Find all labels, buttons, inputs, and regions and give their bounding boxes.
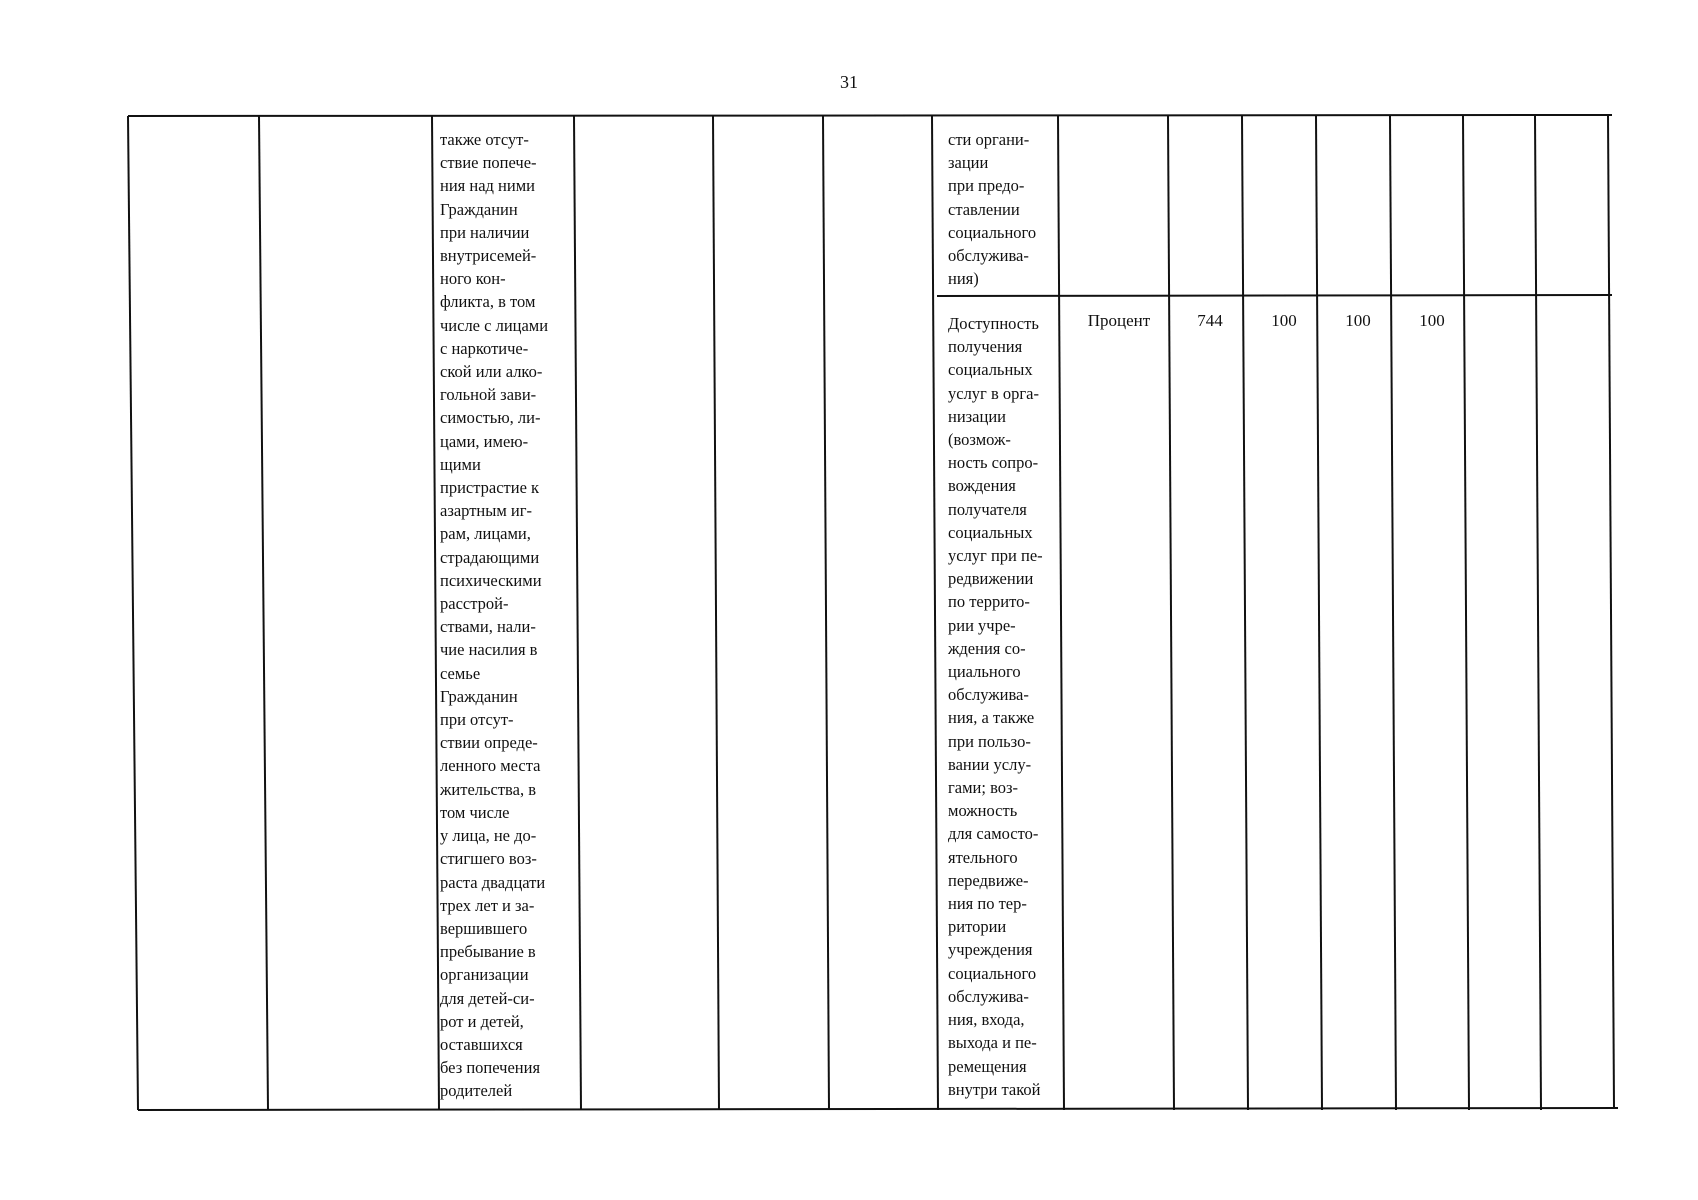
okei-code: 744 xyxy=(1197,311,1223,330)
value-year-1: 100 xyxy=(1271,311,1297,330)
indicator-text-row2: Доступность получения социальных услуг в орга- низации (возмож- ность сопро- вождения получателя социальных услуг при пе- редвижении по террито- рии учре- ждения со- циального обслужива- ния, а также при пользо- вании услу- гами; воз- можность для самосто- ятельного передвиже- ния по тер- ритории учреждения социального обслужива- ния, входа, выхода и пе- ремещения внутри такой xyxy=(948,314,1043,1099)
col-line-0 xyxy=(128,116,138,1110)
unit-of-measure: Процент xyxy=(1087,311,1151,330)
value-year-2: 100 xyxy=(1345,311,1371,330)
page-number: 31 xyxy=(840,72,858,92)
col-line-2 xyxy=(432,116,439,1110)
col-line-12 xyxy=(1463,116,1469,1110)
row-divider xyxy=(937,295,1612,296)
col-line-14 xyxy=(1608,115,1614,1108)
col-line-10 xyxy=(1316,116,1322,1110)
indicator-text-row1: сти органи- зации при предо- ставлении социального обслужива- ния) xyxy=(948,130,1037,289)
col-line-5 xyxy=(823,116,829,1110)
col-line-11 xyxy=(1390,116,1396,1110)
col-line-1 xyxy=(259,116,268,1110)
col-line-8 xyxy=(1168,116,1174,1110)
col-line-6 xyxy=(932,116,938,1110)
col-line-4 xyxy=(713,116,719,1110)
value-year-3: 100 xyxy=(1419,311,1445,330)
table-top-border xyxy=(128,115,1612,116)
col-line-13 xyxy=(1535,116,1541,1110)
col-line-9 xyxy=(1242,116,1248,1110)
beneficiary-category-text: также отсут- ствие попече- ния над ними Гражданин при наличии внутрисемей- ного кон- фликта, в том числе с лицами с наркотиче- ской или алко- гольной зави- симостью, ли- цами, имею- щими пристрастие к азартным иг- рам, лицами, страдающими психическими расстрой- ствами, нали- чие насилия в семье Гражданин при отсут- ствии опреде- ленного места жительства, в том числе у лица, не до- стигшего воз- раста двадцати трех лет и за- вершившего пребывание в организации для детей-си- рот и детей, оставшихся без попечения родителей xyxy=(440,130,549,1101)
